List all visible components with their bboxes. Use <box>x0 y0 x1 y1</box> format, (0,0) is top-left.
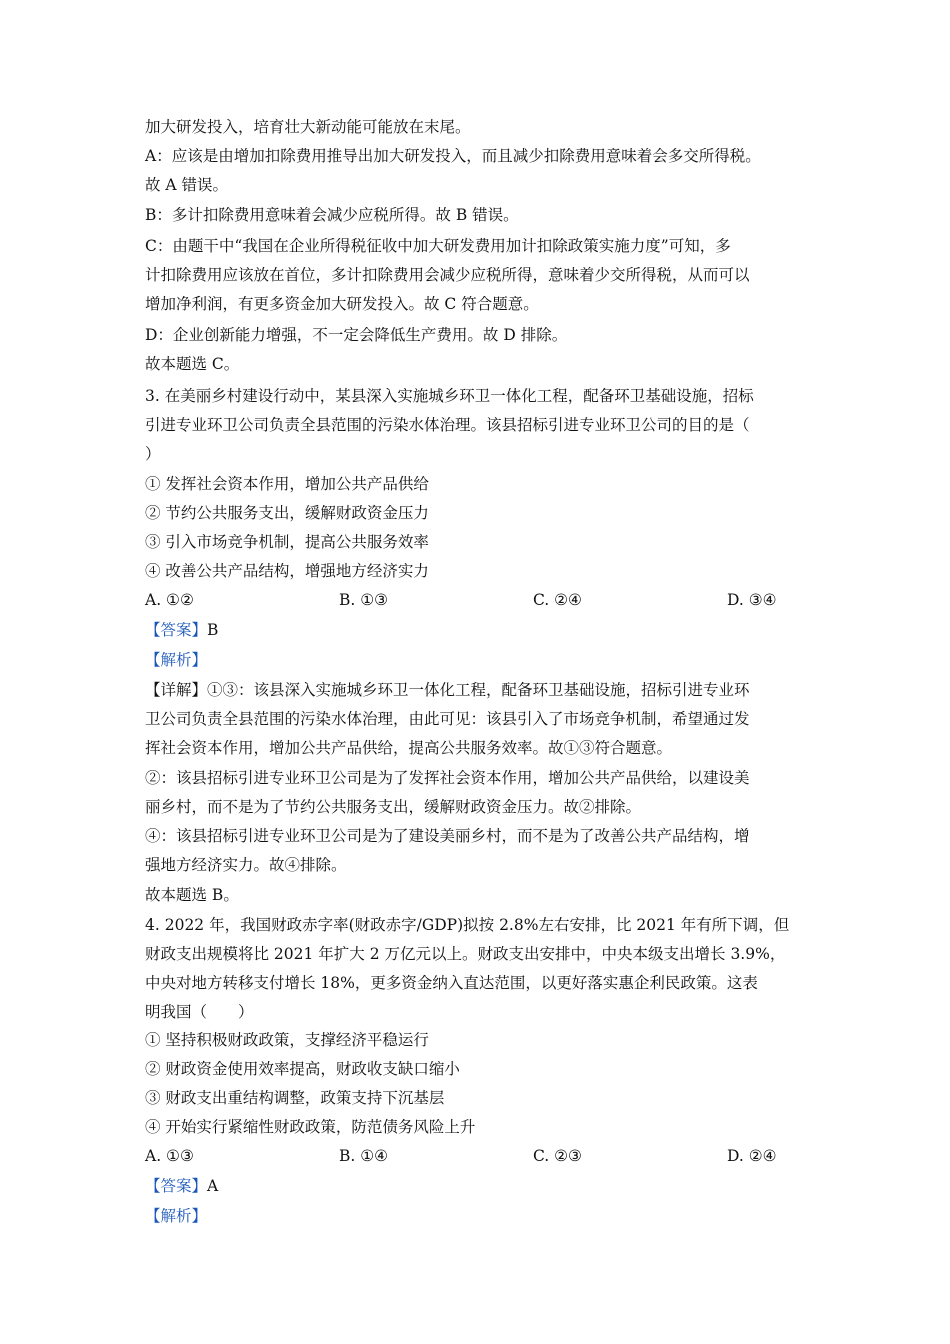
question-3-answer <box>145 620 218 640</box>
question-4-item: ④ 开始实行紧缩性财政政策，防范债务风险上升 <box>145 1118 476 1136</box>
text-line: C：由题干中“我国在企业所得税征收中加大研发费用加计扣除政策实施力度”可知，多 <box>145 237 731 255</box>
question-4-stem: 中央对地方转移支付增长 18%，更多资金纳入直达范围，以更好落实惠企利民政策。这表 <box>145 974 758 992</box>
question-3-item: ③ 引入市场竞争机制，提高公共服务效率 <box>145 533 429 551</box>
text-line: 故 A 错误。 <box>145 176 229 194</box>
answer-value: A <box>207 1177 219 1195</box>
analysis-tag: 【解析】 <box>145 651 208 669</box>
text-line: 卫公司负责全县范围的污染水体治理，由此可见：该县引入了市场竞争机制，希望通过发 <box>145 710 750 728</box>
question-4-stem: 明我国（ ） <box>145 1003 254 1021</box>
text-line: ④：该县招标引进专业环卫公司是为了建设美丽乡村，而不是为了改善公共产品结构，增 <box>145 827 750 845</box>
question-3-option-d: D. ③④ <box>727 591 777 609</box>
answer-value: B <box>207 621 219 639</box>
question-3-option-c: C. ②④ <box>533 591 582 609</box>
question-4-option-a: A. ①③ <box>145 1147 194 1165</box>
detail-tag: 【详解】 <box>145 681 208 699</box>
detail-text: ①③：该县深入实施城乡环卫一体化工程，配备环卫基础设施，招标引进专业环 <box>207 681 750 699</box>
answer-tag: 【答案】 <box>145 1177 208 1195</box>
text-line: 加大研发投入，培育壮大新动能可能放在末尾。 <box>145 118 471 136</box>
question-4-option-c: C. ②③ <box>533 1147 582 1165</box>
question-4-stem: 4. 2022 年，我国财政赤字率(财政赤字/GDP)拟按 2.8%左右安排，比 2021 年有所下调，但 <box>145 916 790 934</box>
text-line: A：应该是由增加扣除费用推导出加大研发投入，而且减少扣除费用意味着会多交所得税。 <box>145 147 761 165</box>
text-line: 强地方经济实力。故④排除。 <box>145 856 347 874</box>
question-4-item: ① 坚持积极财政政策，支撑经济平稳运行 <box>145 1031 429 1049</box>
text-line: 挥社会资本作用，增加公共产品供给，提高公共服务效率。故①③符合题意。 <box>145 739 673 757</box>
question-4-answer <box>145 1176 218 1196</box>
question-3-item: ② 节约公共服务支出，缓解财政资金压力 <box>145 504 429 522</box>
answer-tag: 【答案】 <box>145 621 208 639</box>
text-line: 丽乡村，而不是为了节约公共服务支出，缓解财政资金压力。故②排除。 <box>145 798 642 816</box>
question-3-detail <box>145 680 750 700</box>
text-line: 故本题选 C。 <box>145 355 240 373</box>
question-3-item: ① 发挥社会资本作用，增加公共产品供给 <box>145 475 429 493</box>
question-3-option-a: A. ①② <box>145 591 194 609</box>
text-line: ②：该县招标引进专业环卫公司是为了发挥社会资本作用，增加公共产品供给，以建设美 <box>145 769 750 787</box>
question-4-item: ② 财政资金使用效率提高，财政收支缺口缩小 <box>145 1060 460 1078</box>
question-3-stem: ） <box>145 445 161 463</box>
text-line: 故本题选 B。 <box>145 886 239 904</box>
text-line: 增加净利润，有更多资金加大研发投入。故 C 符合题意。 <box>145 295 539 313</box>
question-3-stem: 引进专业环卫公司负责全县范围的污染水体治理。该县招标引进专业环卫公司的目的是（ <box>145 416 750 434</box>
question-3-stem: 3. 在美丽乡村建设行动中，某县深入实施城乡环卫一体化工程，配备环卫基础设施，招标 <box>145 387 754 405</box>
question-4-stem: 财政支出规模将比 2021 年扩大 2 万亿元以上。财政支出安排中，中央本级支出增长 3.9%， <box>145 945 786 963</box>
question-4-option-b: B. ①④ <box>339 1147 389 1165</box>
question-3-option-b: B. ①③ <box>339 591 389 609</box>
question-4-item: ③ 财政支出重结构调整，政策支持下沉基层 <box>145 1089 445 1107</box>
text-line: 计扣除费用应该放在首位，多计扣除费用会减少应税所得，意味着少交所得税，从而可以 <box>145 266 750 284</box>
analysis-tag: 【解析】 <box>145 1207 208 1225</box>
text-line: B：多计扣除费用意味着会减少应税所得。故 B 错误。 <box>145 206 519 224</box>
question-3-item: ④ 改善公共产品结构，增强地方经济实力 <box>145 562 429 580</box>
question-4-option-d: D. ②④ <box>727 1147 777 1165</box>
text-line: D：企业创新能力增强，不一定会降低生产费用。故 D 排除。 <box>145 326 568 344</box>
